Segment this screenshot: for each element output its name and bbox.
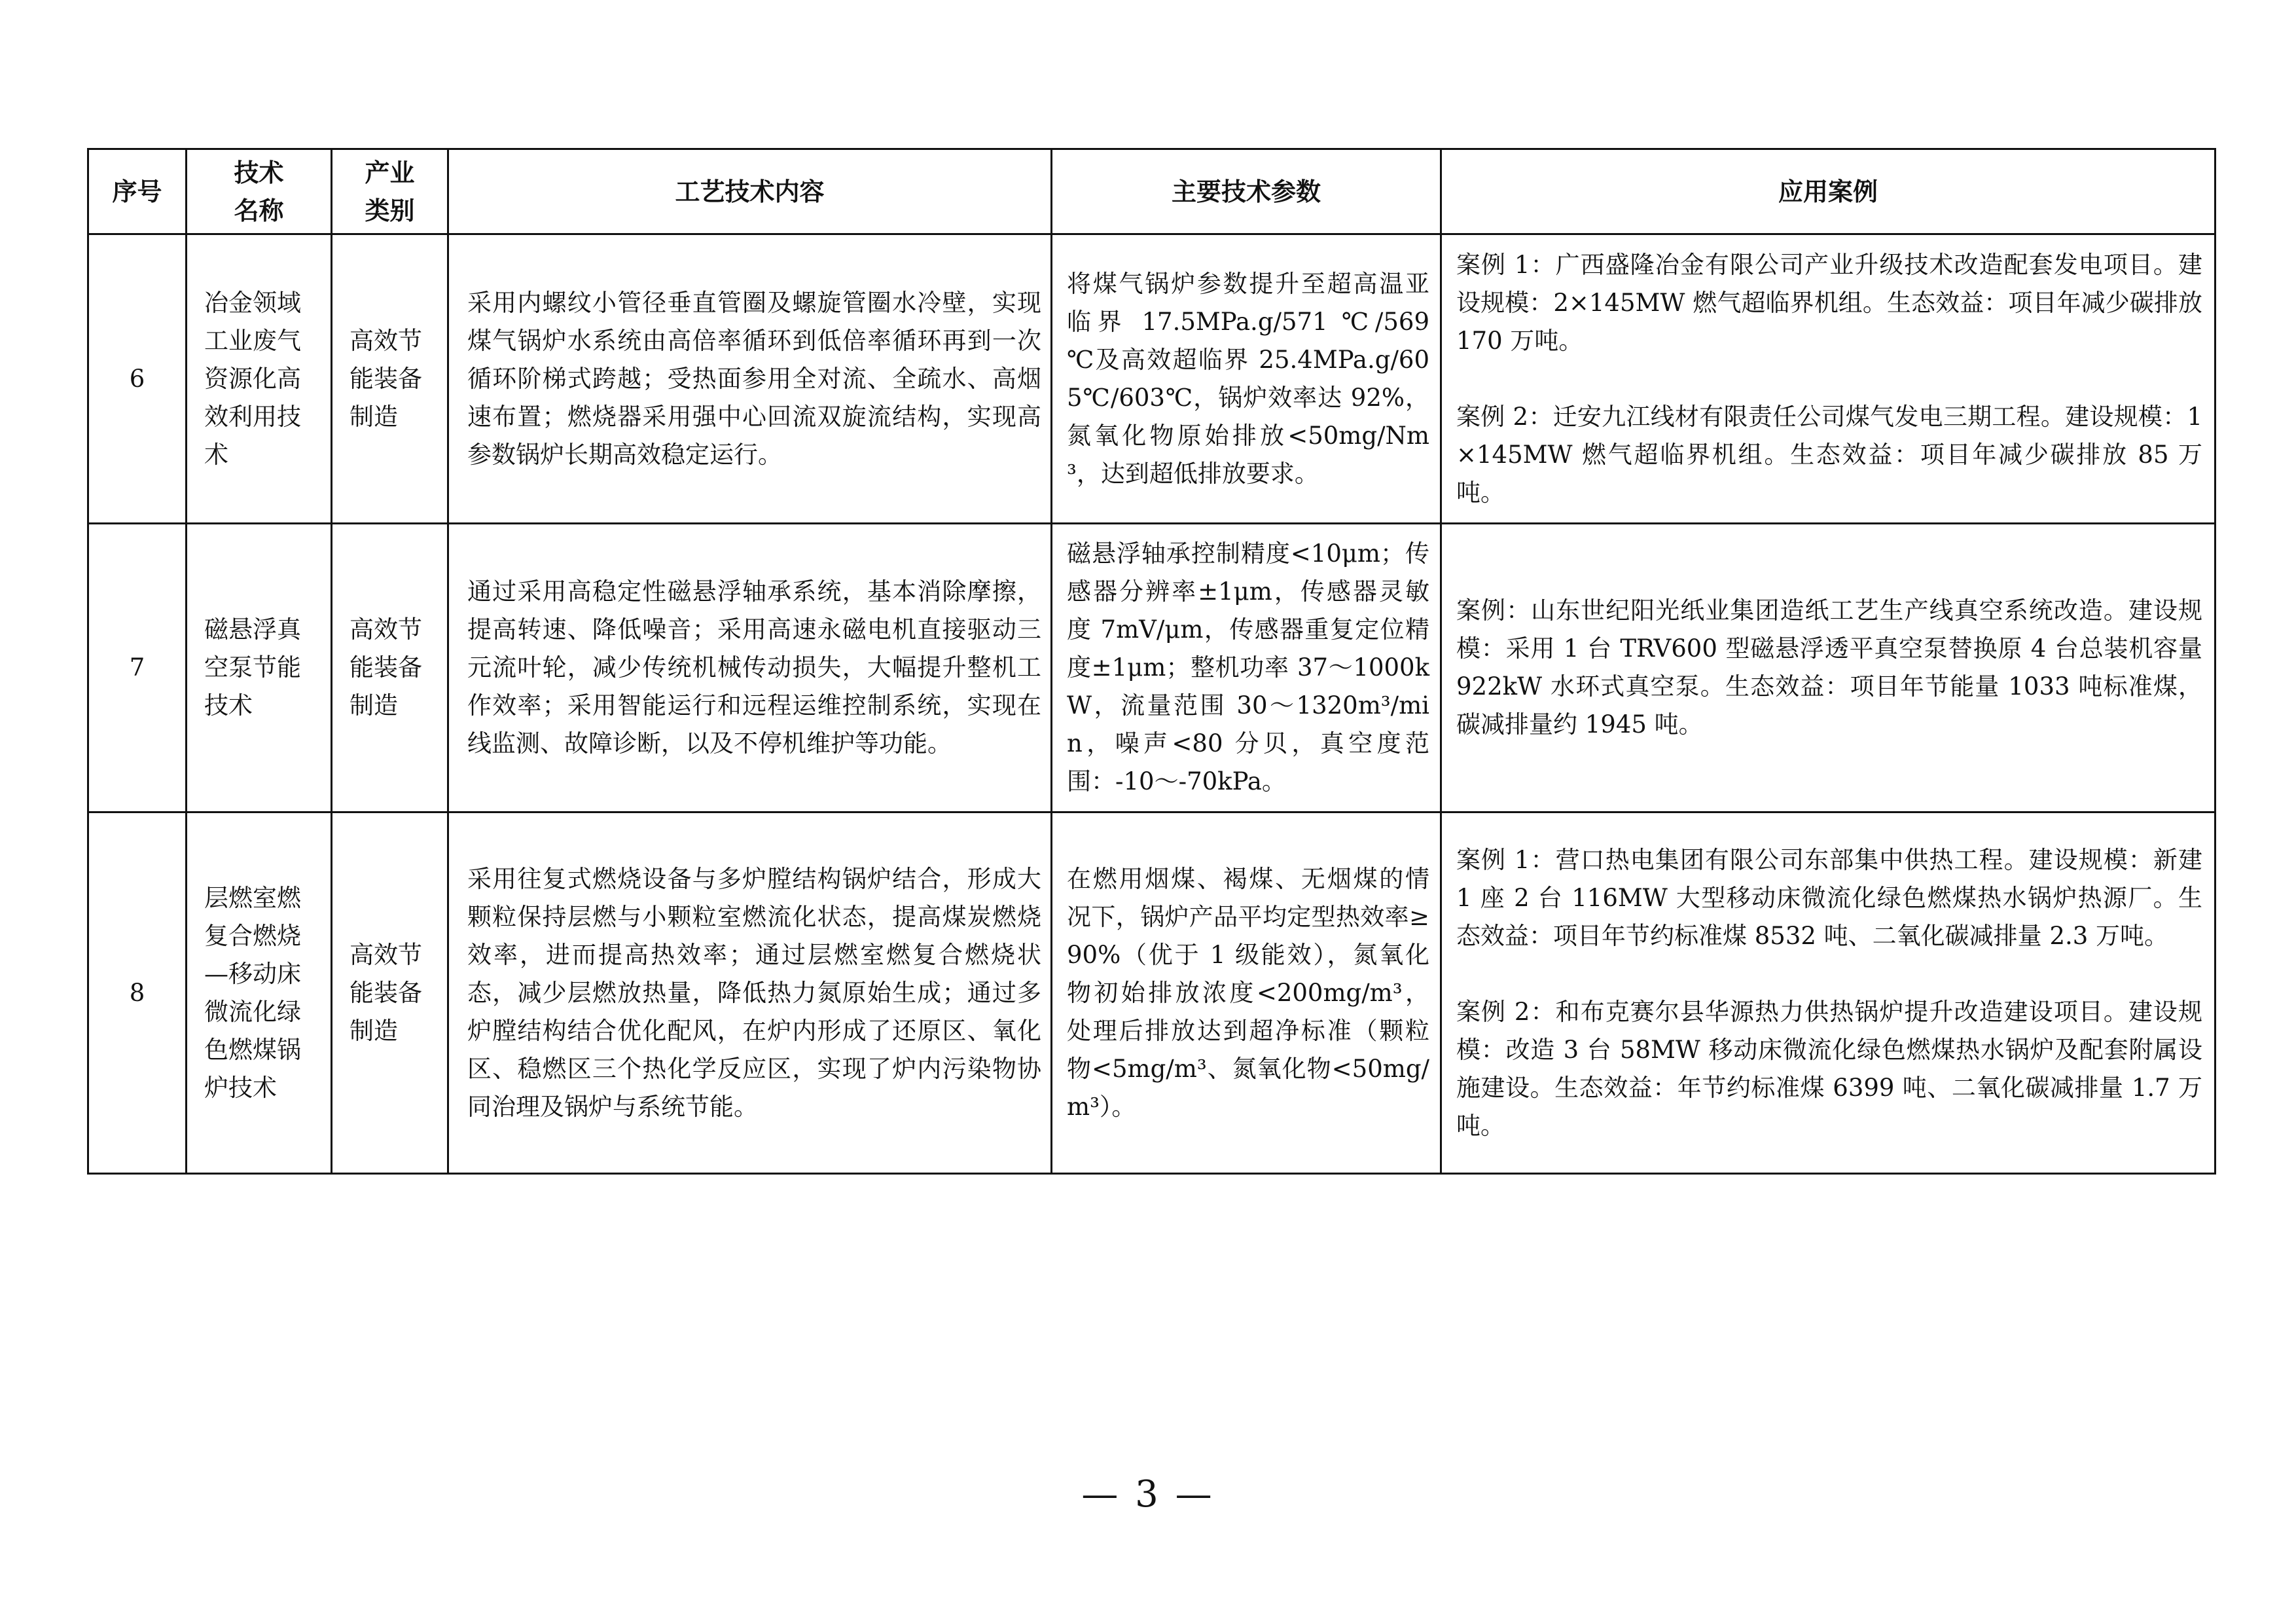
row-num: 6 (88, 234, 187, 524)
header-name-line2: 名称 (234, 196, 284, 225)
case-paragraph: 案例：山东世纪阳光纸业集团造纸工艺生产线真空系统改造。建设规模：采用 1 台 TRV600 型磁悬浮透平真空泵替换原 4 台总装机容量 922kW 水环式真空泵。生态效益：项目年节能量 1033 吨标准煤，碳减排量约 1945 吨。 (1456, 596, 2202, 739)
technical-params: 在燃用烟煤、褐煤、无烟煤的情况下，锅炉产品平均定型热效率≥90%（优于 1 级能效），氮氧化物初始排放浓度<200mg/m³，处理后排放达到超净标准（颗粒物<5mg/m³、氮氧化物<50mg/m³）。 (1052, 812, 1441, 1174)
technology-name: 冶金领域工业废气资源化高效利用技术 (187, 234, 332, 524)
header-category (332, 149, 448, 234)
table-row (88, 234, 2215, 524)
process-content: 采用内螺纹小管径垂直管圈及螺旋管圈水冷壁，实现煤气锅炉水系统由高倍率循环到低倍率循环再到一次循环阶梯式跨越；受热面参用全对流、全疏水、高烟速布置；燃烧器采用强中心回流双旋流结构，实现高参数锅炉长期高效稳定运行。 (448, 234, 1052, 524)
header-name (187, 149, 332, 234)
header-num: 序号 (88, 149, 187, 234)
case-paragraph: 案例 2：和布克赛尔县华源热力供热锅炉提升改造建设项目。建设规模：改造 3 台 58MW 移动床微流化绿色燃煤热水锅炉及配套附属设施建设。生态效益：年节约标准煤 6399 吨、二氧化碳减排量 1.7 万吨。 (1456, 997, 2202, 1140)
process-content: 通过采用高稳定性磁悬浮轴承系统，基本消除摩擦，提高转速、降低噪音；采用高速永磁电机直接驱动三元流叶轮，减少传统机械传动损失，大幅提升整机工作效率；采用智能运行和远程运维控制系统，实现在线监测、故障诊断，以及不停机维护等功能。 (448, 524, 1052, 812)
table-header-row (88, 149, 2215, 234)
header-category-line2: 类别 (365, 196, 415, 225)
row-num: 7 (88, 524, 187, 812)
header-params: 主要技术参数 (1052, 149, 1441, 234)
application-cases (1441, 812, 2215, 1174)
header-cases: 应用案例 (1441, 149, 2215, 234)
case-paragraph: 案例 1：广西盛隆冶金有限公司产业升级技术改造配套发电项目。建设规模：2×145MW 燃气超临界机组。生态效益：项目年减少碳排放 170 万吨。 (1456, 250, 2202, 355)
industry-category: 高效节能装备制造 (332, 234, 448, 524)
technology-name: 磁悬浮真空泵节能技术 (187, 524, 332, 812)
technology-name: 层燃室燃复合燃烧—移动床微流化绿色燃煤锅炉技术 (187, 812, 332, 1174)
header-process: 工艺技术内容 (448, 149, 1052, 234)
case-paragraph: 案例 1：营口热电集团有限公司东部集中供热工程。建设规模：新建 1 座 2 台 116MW 大型移动床微流化绿色燃煤热水锅炉热源厂。生态效益：项目年节约标准煤 8532 吨、二氧化碳减排量 2.3 万吨。 (1456, 845, 2202, 950)
technical-params: 将煤气锅炉参数提升至超高温亚临界 17.5MPa.g/571 ℃/569 ℃及高效超临界 25.4MPa.g/605℃/603℃，锅炉效率达 92%，氮氧化物原始排放<50mg/Nm³，达到超低排放要求。 (1052, 234, 1441, 524)
application-cases (1441, 524, 2215, 812)
industry-category: 高效节能装备制造 (332, 524, 448, 812)
header-name-line1: 技术 (234, 158, 284, 187)
table-row (88, 812, 2215, 1174)
process-content: 采用往复式燃烧设备与多炉膛结构锅炉结合，形成大颗粒保持层燃与小颗粒室燃流化状态，提高煤炭燃烧效率，进而提高热效率；通过层燃室燃复合燃烧状态，减少层燃放热量，降低热力氮原始生成；通过多炉膛结构结合优化配风，在炉内形成了还原区、氧化区、稳燃区三个热化学反应区，实现了炉内污染物协同治理及锅炉与系统节能。 (448, 812, 1052, 1174)
technology-catalog-table (87, 148, 2216, 1175)
page-number: — 3 — (1081, 1473, 1215, 1516)
industry-category: 高效节能装备制造 (332, 812, 448, 1174)
header-category-line1: 产业 (365, 158, 415, 187)
technical-params: 磁悬浮轴承控制精度<10μm；传感器分辨率±1μm，传感器灵敏度 7mV/μm，传感器重复定位精度±1μm；整机功率 37～1000kW，流量范围 30～1320m³/min，噪声<80 分贝，真空度范围：-10～-70kPa。 (1052, 524, 1441, 812)
row-num: 8 (88, 812, 187, 1174)
application-cases (1441, 234, 2215, 524)
case-paragraph: 案例 2：迁安九江线材有限责任公司煤气发电三期工程。建设规模：1×145MW 燃气超临界机组。生态效益：项目年减少碳排放 85 万吨。 (1456, 402, 2202, 507)
table-row (88, 524, 2215, 812)
